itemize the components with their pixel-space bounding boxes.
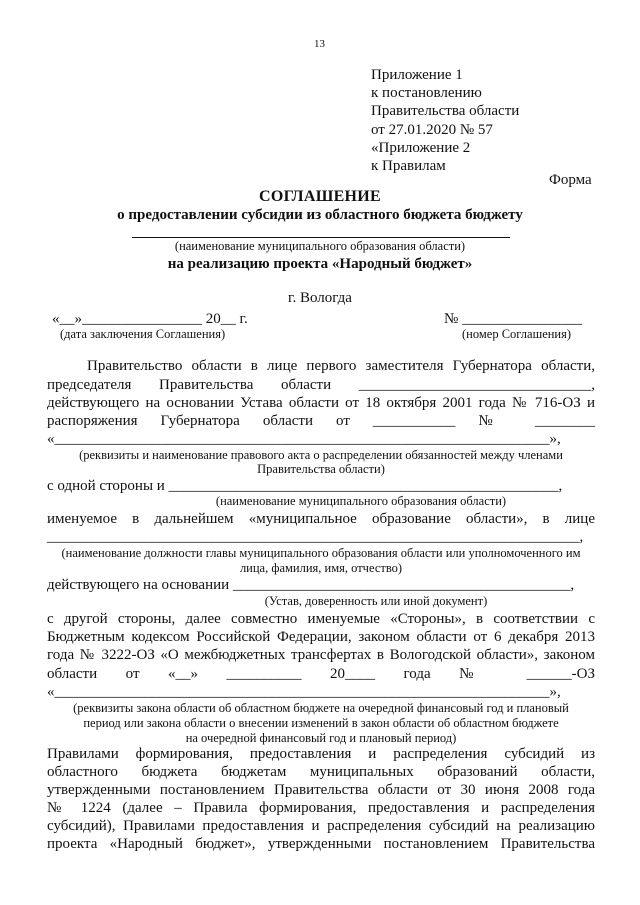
body-line: № 1224 (далее – Правила формирования, предоставления и распределения	[47, 800, 595, 816]
body-line: именуемое в дальнейшем «муниципальное образование области», в лице	[47, 511, 595, 527]
body-line: с одной стороны и ____________________________________________________,	[47, 478, 563, 494]
body-line: проекта «Народный бюджет», утвержденными постановлением Правительства	[47, 836, 595, 852]
body-line: _______________________________________________________________________,	[47, 529, 584, 545]
body-line: действующего на основании _____________________________________________,	[47, 577, 575, 593]
caption-line: период или закона области о внесении изменений в закон области об областном бюджете	[83, 716, 559, 730]
caption-number: (номер Соглашения)	[462, 327, 572, 341]
caption-line: (Устав, доверенность или иной документ)	[264, 594, 488, 608]
appendix-line: «Приложение 2	[371, 139, 471, 156]
caption-line: на очередной финансовый год и плановый период)	[185, 731, 457, 745]
appendix-line: Правительства области	[371, 103, 520, 120]
date-line: «__»________________ 20__ г.	[52, 311, 248, 327]
municipality-blank-line	[132, 237, 510, 238]
caption-line: (реквизиты и наименование правового акта о распределении обязанностей между членами	[79, 448, 563, 462]
project-line: на реализацию проекта «Народный бюджет»	[167, 256, 473, 272]
city: г. Вологда	[288, 290, 352, 306]
body-line: распоряжения Губернатора области от ___________ № ________	[47, 413, 595, 429]
caption-line: (наименование должности главы муниципального образования области или уполномоченного им	[61, 546, 581, 560]
form-label: Форма	[549, 172, 592, 188]
appendix-block	[371, 66, 519, 175]
body-line: председателя Правительства области _______________________________,	[47, 377, 595, 393]
page-number: 13	[314, 38, 325, 50]
appendix-line: Приложение 1	[371, 67, 463, 83]
body-line: «__________________________________________________________________»,	[47, 431, 561, 447]
document-title: СОГЛАШЕНИЕ	[258, 188, 382, 205]
body-line: года № 3222-ОЗ «О межбюджетных трансфертах в Вологодской области», законом	[47, 647, 595, 663]
number-line: № ________________	[444, 311, 583, 327]
body-line: области от «__» __________ 20____ года № ______-ОЗ	[47, 666, 595, 682]
body-line: субсидий), Правилами предоставления и распределения субсидий на реализацию	[47, 818, 595, 834]
body-line: с другой стороны, далее совместно именуемые «Стороны», в соответствии с	[47, 611, 595, 627]
caption-municipality: (наименование муниципального образования области)	[174, 239, 466, 253]
caption-line: Правительства области)	[257, 462, 385, 476]
body-line: утвержденными постановлением Правительства области от 30 июня 2008 года	[47, 782, 595, 798]
body-line: областного бюджета бюджетам муниципальных образований области,	[47, 764, 595, 780]
caption-date: (дата заключения Соглашения)	[60, 327, 226, 341]
caption-line: (реквизиты закона области об областном бюджете на очередной финансовый год и плановый	[73, 701, 569, 715]
appendix-line: к Правилам	[371, 158, 446, 175]
caption-line: (наименование муниципального образования области)	[215, 494, 507, 508]
caption-line: лица, фамилия, имя, отчество)	[239, 561, 403, 575]
document-subtitle: о предоставлении субсидии из областного бюджета бюджету	[117, 207, 523, 223]
appendix-line: от 27.01.2020 № 57	[371, 121, 493, 138]
body-line: действующего на основании Устава области от 18 октября 2001 года № 716-ОЗ и	[47, 395, 595, 411]
body-line: Правительство области в лице первого заместителя Губернатора области,	[87, 358, 595, 374]
appendix-line: к постановлению	[371, 85, 482, 102]
body-line: «__________________________________________________________________»,	[47, 684, 561, 700]
body-line: Бюджетным кодексом Российской Федерации, законом области от 6 декабря 2013	[47, 629, 595, 645]
body-line: Правилами формирования, предоставления и распределения субсидий из	[47, 746, 595, 762]
